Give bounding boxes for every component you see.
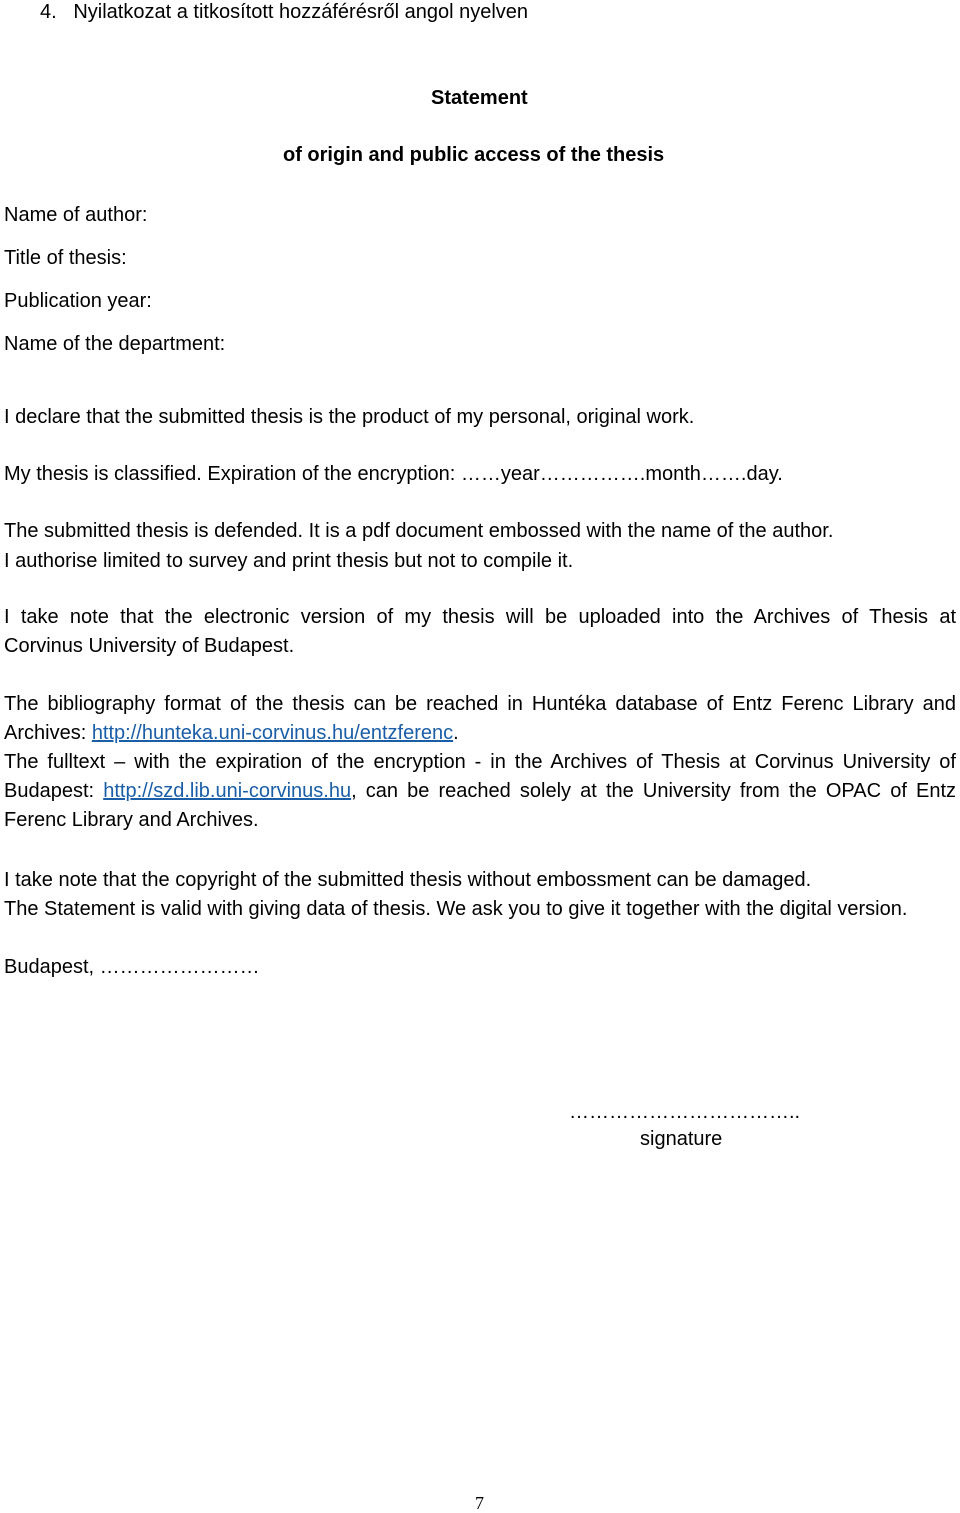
field-label-author: Name of author: [4, 204, 148, 226]
szd-link[interactable]: http://szd.lib.uni-corvinus.hu [103, 780, 352, 802]
section-heading: 4. Nyilatkozat a titkosított hozzáférésről angol nyelven [40, 1, 529, 23]
fulltext-line [4, 777, 956, 806]
archives-note-line: Corvinus University of Budapest. [4, 635, 295, 657]
signature-label: signature [640, 1128, 723, 1150]
bibliography-line: The bibliography format of the thesis can be reached in Huntéka database of Entz Ferenc Library and [4, 693, 956, 715]
fulltext-line: The fulltext – with the expiration of the encryption - in the Archives of Thesis at Corvinus University of [4, 751, 956, 773]
field-label-year: Publication year: [4, 290, 152, 312]
defended-text: The submitted thesis is defended. It is a pdf document embossed with the name of the author. [4, 520, 834, 542]
archives-note-paragraph [4, 603, 956, 661]
bibliography-prefix: Archives: [4, 722, 92, 744]
validity-note: The Statement is valid with giving data of thesis. We ask you to give it together with the digital version. [4, 898, 908, 920]
place-date-line: Budapest, …………………… [4, 956, 260, 978]
archives-note-line: I take note that the electronic version of my thesis will be uploaded into the Archives of Thesis at [4, 606, 956, 628]
field-label-title: Title of thesis: [4, 247, 127, 269]
page-number: 7 [475, 1493, 484, 1513]
field-label-department: Name of the department: [4, 333, 226, 355]
bibliography-paragraph [4, 690, 956, 748]
page-subtitle: of origin and public access of the thesis [283, 144, 665, 166]
signature-dots: …………………………….. [569, 1101, 801, 1123]
classified-text: My thesis is classified. Expiration of the encryption: ……year…………….month…….day. [4, 463, 783, 485]
bibliography-line [4, 719, 956, 748]
authorise-text: I authorise limited to survey and print thesis but not to compile it. [4, 550, 574, 572]
fulltext-paragraph [4, 748, 956, 835]
fulltext-prefix: Budapest: [4, 780, 104, 802]
hunteka-link[interactable]: http://hunteka.uni-corvinus.hu/entzferenc [91, 722, 454, 744]
page-title: Statement [431, 87, 528, 109]
copyright-note: I take note that the copyright of the submitted thesis without embossment can be damaged. [4, 869, 812, 891]
fulltext-suffix: , can be reached solely at the University from the OPAC of Entz [351, 780, 957, 802]
declaration-text: I declare that the submitted thesis is the product of my personal, original work. [4, 406, 695, 428]
bibliography-suffix: . [453, 722, 459, 744]
fulltext-line: Ferenc Library and Archives. [4, 809, 259, 831]
